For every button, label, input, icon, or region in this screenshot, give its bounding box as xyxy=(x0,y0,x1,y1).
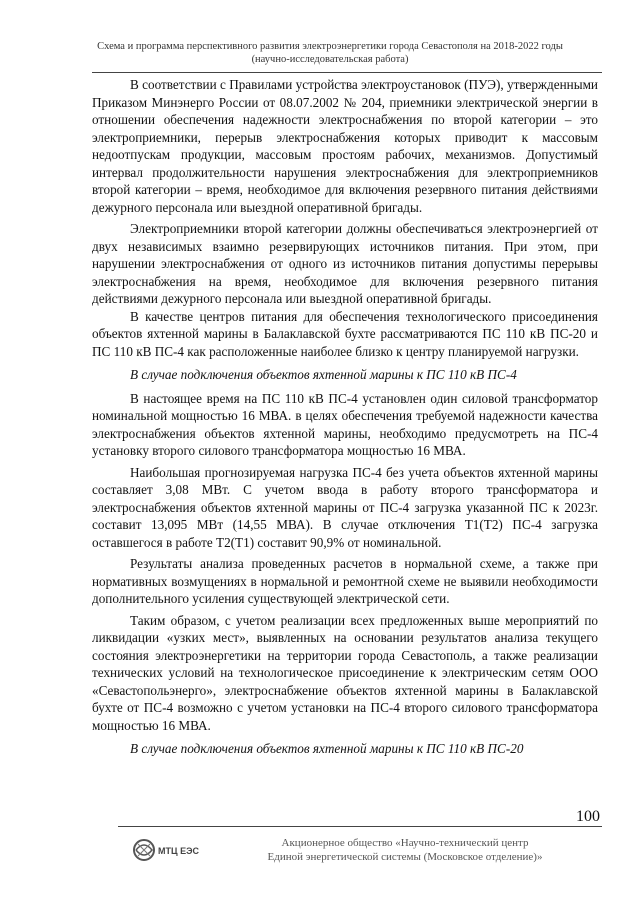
page-number: 100 xyxy=(576,808,600,825)
header-divider xyxy=(92,72,602,73)
footer-line-1: Акционерное общество «Научно-технический центр xyxy=(281,837,529,849)
paragraph-2: Электроприемники второй категории должны обеспечиваться электроэнергией от двух независимых взаимно резервирующих источников питания. При этом, при нарушении электроснабжения от одного из источников питания допустимы перерывы электроснабжения на время, необходимое для включения резервного питания действиями дежурного персонала или выездной оперативной бригады. xyxy=(92,221,598,306)
footer-divider xyxy=(118,826,602,827)
paragraph-5: Наибольшая прогнозируемая нагрузка ПС-4 без учета объектов яхтенной марины составляет 3,08 МВт. С учетом ввода в работу второго трансформатора и электроснабжения объектов яхтенной марины от ПС-4 загрузка указанной ПС к 2023г. составит 13,095 МВт (14,55 МВА). В случае отключения Т1(Т2) ПС-4 загрузка оставшегося в работе Т2(Т1) составит 90,9% от номинальной. xyxy=(92,464,598,550)
header-subtitle: (научно-исследовательская работа) xyxy=(251,54,409,65)
paragraph-7: Таким образом, с учетом реализации всех предложенных выше мероприятий по ликвидации «узких мест», выявленных на основании результатов анализа текущего состояния электроэнергетики на территории города Севастополь, а также реализации технических условий на технологическое присоединение к электрическим сетям ООО «Севастопольэнерго», электроснабжение объектов яхтенной марины в Балаклавской бухте от ПС-4 возможно с учетом установки на ПС-4 второго силового трансформатора мощностью 16 МВА. xyxy=(92,612,598,733)
subheading-ps20: В случае подключения объектов яхтенной марины к ПС 110 кВ ПС-20 xyxy=(130,741,524,756)
logo-icon xyxy=(130,832,200,874)
company-logo xyxy=(130,832,200,874)
paragraph-3: В качестве центров питания для обеспечения технологического присоединения объектов яхтенной марины в Балаклавской бухте рассматриваются ПС 110 кВ ПС-20 и ПС 110 кВ ПС-4 как расположенные наиболее близко к центру планируемой нагрузки. xyxy=(92,308,598,359)
running-footer xyxy=(210,836,600,864)
subheading-ps4: В случае подключения объектов яхтенной марины к ПС 110 кВ ПС-4 xyxy=(130,367,517,382)
paragraph-6: Результаты анализа проведенных расчетов в нормальной схеме, а также при нормативных возмущениях в нормальной и ремонтной схеме не выявили необходимости дополнительного усиления существующей электрической сети. xyxy=(92,556,598,606)
paragraph-1: В соответствии с Правилами устройства электроустановок (ПУЭ), утвержденными Приказом Минэнерго России от 08.07.2002 № 204, приемники электрической энергии в отношении обеспечения надежности электроснабжения по второй категории – это электроприемники, перерыв электроснабжения которых приводит к массовым недоотпускам продукции, массовым простоям рабочих, механизмов. Допустимый интервал продолжительности нарушения электроснабжения для электроприемников второй категории – время, необходимое для включения резервного питания действиями дежурного персонала или выездной оперативной бригады. xyxy=(92,77,598,215)
running-header xyxy=(80,40,580,66)
header-title: Схема и программа перспективного развития электроэнергетики города Севастополя на 2018-2022 годы xyxy=(97,41,563,52)
paragraph-4: В настоящее время на ПС 110 кВ ПС-4 установлен один силовой трансформатор номинальной мощностью 16 МВА. в целях обеспечения требуемой надежности качества электроснабжения объектов яхтенной марины, необходимо предусмотреть на ПС-4 установку второго силового трансформатора мощностью 16 МВА. xyxy=(92,390,598,458)
document-body xyxy=(92,76,598,764)
logo-text: МТЦ ЕЭС xyxy=(158,846,199,856)
footer-line-2: Единой энергетической системы (Московское отделение)» xyxy=(267,851,543,863)
